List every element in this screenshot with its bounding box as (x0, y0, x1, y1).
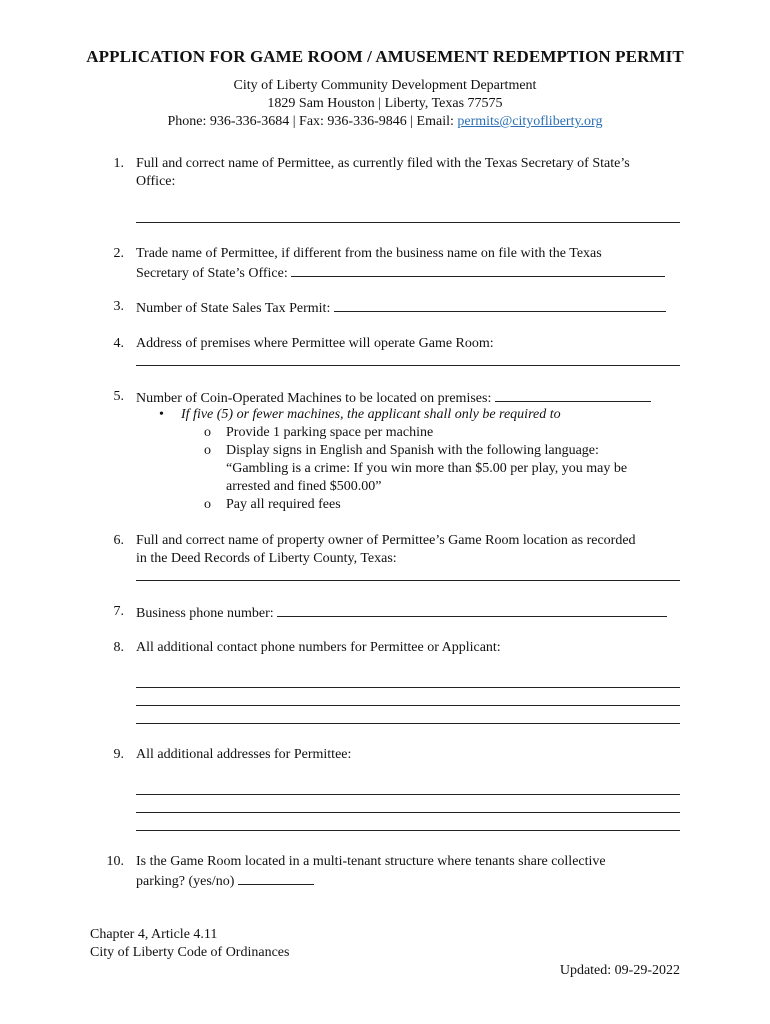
question-10-line2-wrap (136, 871, 680, 891)
question-1-line2: Office: (136, 174, 176, 189)
question-2-line2-wrap (136, 263, 680, 283)
question-10-line1: Is the Game Room located in a multi-tenant structure where tenants share collective (136, 854, 606, 869)
question-8-answer-line[interactable] (136, 687, 680, 688)
question-5-sub1: Provide 1 parking space per machine (226, 425, 434, 440)
page-title: APPLICATION FOR GAME ROOM / AMUSEMENT REDEMPTION PERMIT (86, 47, 684, 66)
question-4-text: Address of premises where Permittee will operate Game Room: (136, 336, 494, 351)
question-10-answer-blank[interactable] (238, 871, 314, 885)
question-8-text: All additional contact phone numbers for Permittee or Applicant: (136, 640, 501, 655)
question-6-line1: Full and correct name of property owner of Permittee’s Game Room location as recorded (136, 533, 636, 548)
question-7-number: 7. (113, 604, 124, 619)
bullet-icon: • (159, 407, 164, 422)
question-5-answer-blank[interactable] (495, 388, 651, 402)
question-2-line2: Secretary of State’s Office: (136, 266, 288, 281)
question-6-answer-line[interactable] (136, 580, 680, 581)
question-5-text: Number of Coin-Operated Machines to be located on premises: (136, 391, 492, 406)
circle-bullet-icon: o (204, 497, 211, 512)
question-5-bullet: If five (5) or fewer machines, the applicant shall only be required to (181, 407, 561, 422)
question-2-number: 2. (113, 246, 124, 261)
question-9-answer-line[interactable] (136, 794, 680, 795)
question-5-sub2-line2: “Gambling is a crime: If you win more than $5.00 per play, you may be (226, 461, 628, 476)
question-5-number: 5. (113, 389, 124, 404)
question-1-number: 1. (113, 156, 124, 171)
question-6-line2: in the Deed Records of Liberty County, Texas: (136, 551, 397, 566)
department-address: 1829 Sam Houston | Liberty, Texas 77575 (267, 96, 503, 111)
question-10-line2: parking? (yes/no) (136, 874, 235, 889)
question-5-sub2-line3: arrested and fined $500.00” (226, 479, 382, 494)
question-4-number: 4. (113, 336, 124, 351)
question-9-answer-line[interactable] (136, 830, 680, 831)
footer-chapter: Chapter 4, Article 4.11 (90, 927, 218, 942)
question-3-answer-blank[interactable] (334, 298, 666, 312)
question-9-text: All additional addresses for Permittee: (136, 747, 352, 762)
question-10-number: 10. (106, 854, 124, 869)
contact-line (0, 113, 770, 131)
question-7-text: Business phone number: (136, 606, 274, 621)
question-4-answer-line[interactable] (136, 365, 680, 366)
question-9-answer-line[interactable] (136, 812, 680, 813)
contact-phone-fax: Phone: 936-336-3684 | Fax: 936-336-9846 | Email: (167, 114, 458, 129)
question-5-wrap (136, 388, 680, 408)
question-2-answer-blank[interactable] (291, 263, 665, 277)
question-2-line1: Trade name of Permittee, if different from the business name on file with the Texas (136, 246, 602, 261)
question-7-wrap (136, 603, 680, 623)
question-1-line1: Full and correct name of Permittee, as currently filed with the Texas Secretary of State’s (136, 156, 630, 171)
circle-bullet-icon: o (204, 425, 211, 440)
question-5-sub2-line1: Display signs in English and Spanish with the following language: (226, 443, 599, 458)
email-link[interactable]: permits@cityofliberty.org (457, 114, 603, 129)
footer-code: City of Liberty Code of Ordinances (90, 945, 290, 960)
question-7-answer-blank[interactable] (277, 603, 667, 617)
question-8-answer-line[interactable] (136, 705, 680, 706)
question-3-number: 3. (113, 299, 124, 314)
question-6-number: 6. (113, 533, 124, 548)
question-8-number: 8. (113, 640, 124, 655)
question-9-number: 9. (113, 747, 124, 762)
footer-updated: Updated: 09-29-2022 (559, 963, 680, 978)
question-3-text: Number of State Sales Tax Permit: (136, 301, 331, 316)
question-1-answer-line[interactable] (136, 222, 680, 223)
question-8-answer-line[interactable] (136, 723, 680, 724)
circle-bullet-icon: o (204, 443, 211, 458)
question-5-sub3: Pay all required fees (226, 497, 341, 512)
question-3-wrap (136, 298, 680, 318)
department-name: City of Liberty Community Development Department (233, 78, 537, 93)
